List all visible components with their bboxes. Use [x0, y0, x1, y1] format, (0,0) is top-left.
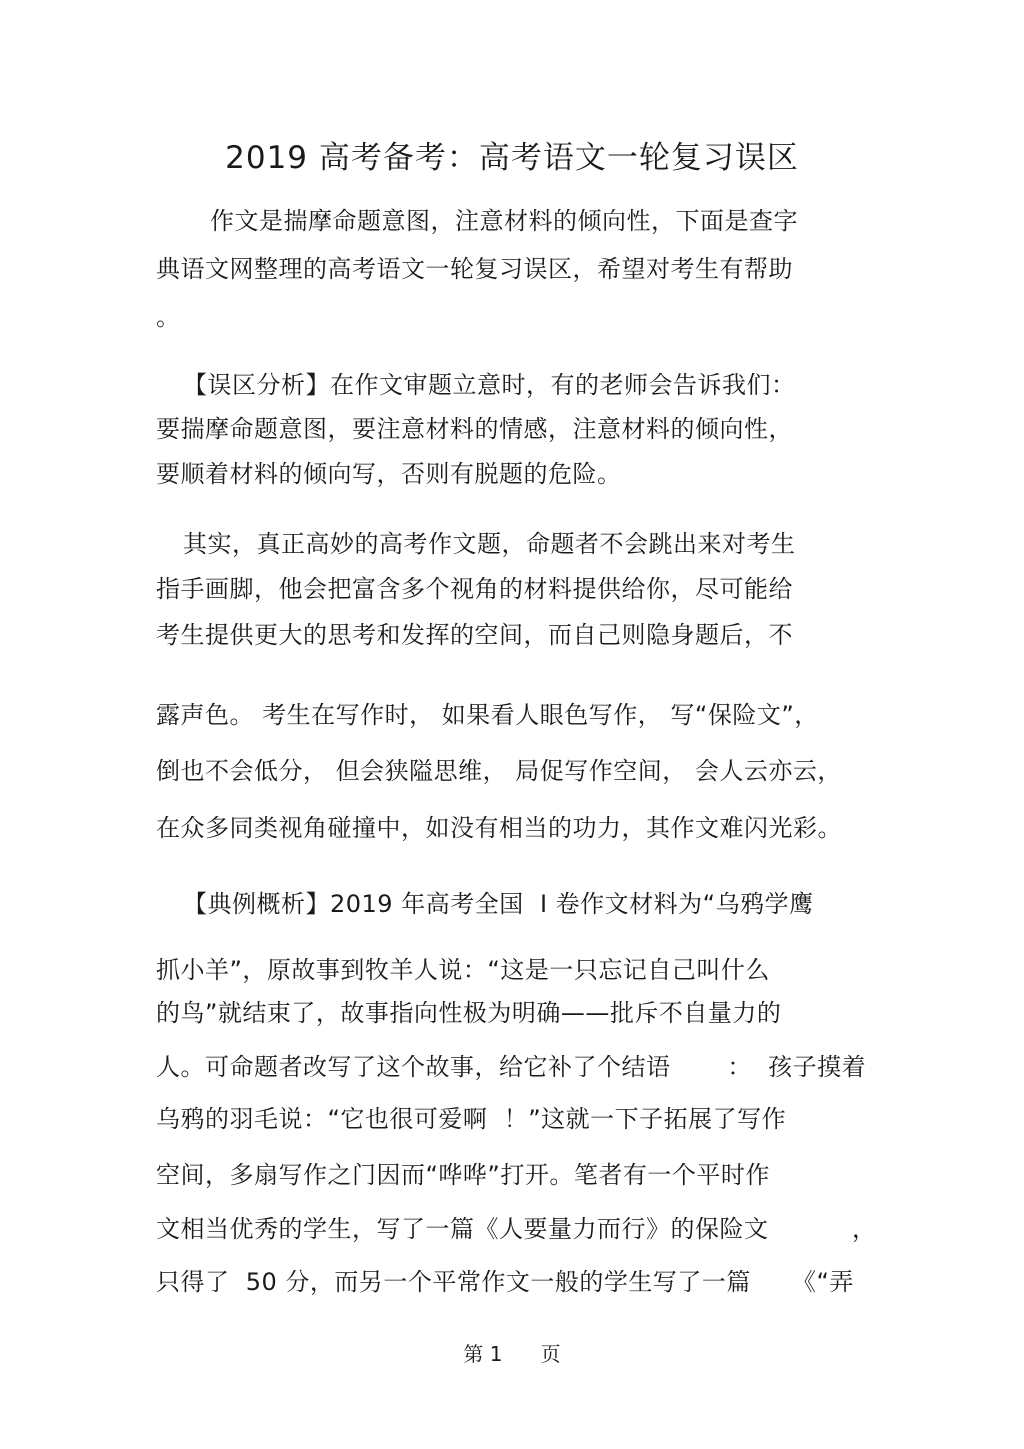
actually-line: 在众多同类视角碰撞中，如没有相当的功力，其作文难闪光彩。: [156, 814, 842, 842]
example-line: 空间，多扇写作之门因而“哗哗”打开。笔者有一个平时作: [156, 1161, 770, 1189]
example-line: 抓小羊”，原故事到牧羊人说：“这是一只忘记自己叫什么: [156, 956, 770, 984]
actually-line: 指手画脚，他会把富含多个视角的材料提供给你，尽可能给: [156, 575, 793, 603]
intro-line: 。: [156, 303, 181, 331]
example-line: 只得了 50 分，而另一个平常作文一般的学生写了一篇: [156, 1268, 751, 1296]
actually-line: 倒也不会低分， 但会狭隘思维， 局促写作空间， 会人云亦云，: [156, 757, 842, 785]
document-title: 2019 高考备考：高考语文一轮复习误区: [225, 140, 799, 176]
actually-line: 考生提供更大的思考和发挥的空间，而自己则隐身题后，不: [156, 621, 793, 649]
actually-line: 露声色。 考生在写作时， 如果看人眼色写作， 写“保险文”，: [156, 701, 819, 729]
example-line: 【典例概析】2019 年高考全国 I 卷作文材料为“乌鸦学鹰: [183, 890, 814, 918]
intro-line: 典语文网整理的高考语文一轮复习误区，希望对考生有帮助: [156, 255, 793, 283]
example-line: 乌鸦的羽毛说：“它也很可爱啊 ！”这就一下子拓展了写作: [156, 1105, 787, 1133]
page-number: 第 1 页: [463, 1342, 561, 1366]
example-line: 人。可命题者改写了这个故事，给它补了个结语 ： 孩子摸着: [156, 1053, 867, 1081]
trailing-comma: ，: [852, 1215, 877, 1243]
intro-line: 作文是揣摩命题意图，注意材料的倾向性，下面是查字: [210, 207, 798, 235]
analysis-line: 要顺着材料的倾向写，否则有脱题的危险。: [156, 460, 622, 488]
trailing-quote: 《“弄: [792, 1268, 854, 1296]
analysis-line: 【误区分析】在作文审题立意时，有的老师会告诉我们：: [183, 371, 796, 399]
example-line: 文相当优秀的学生，写了一篇《人要量力而行》的保险文: [156, 1215, 769, 1243]
analysis-line: 要揣摩命题意图，要注意材料的情感，注意材料的倾向性，: [156, 415, 793, 443]
example-line: 的鸟”就结束了，故事指向性极为明确——批斥不自量力的: [156, 999, 782, 1027]
actually-line: 其实，真正高妙的高考作文题，命题者不会跳出来对考生: [183, 530, 796, 558]
